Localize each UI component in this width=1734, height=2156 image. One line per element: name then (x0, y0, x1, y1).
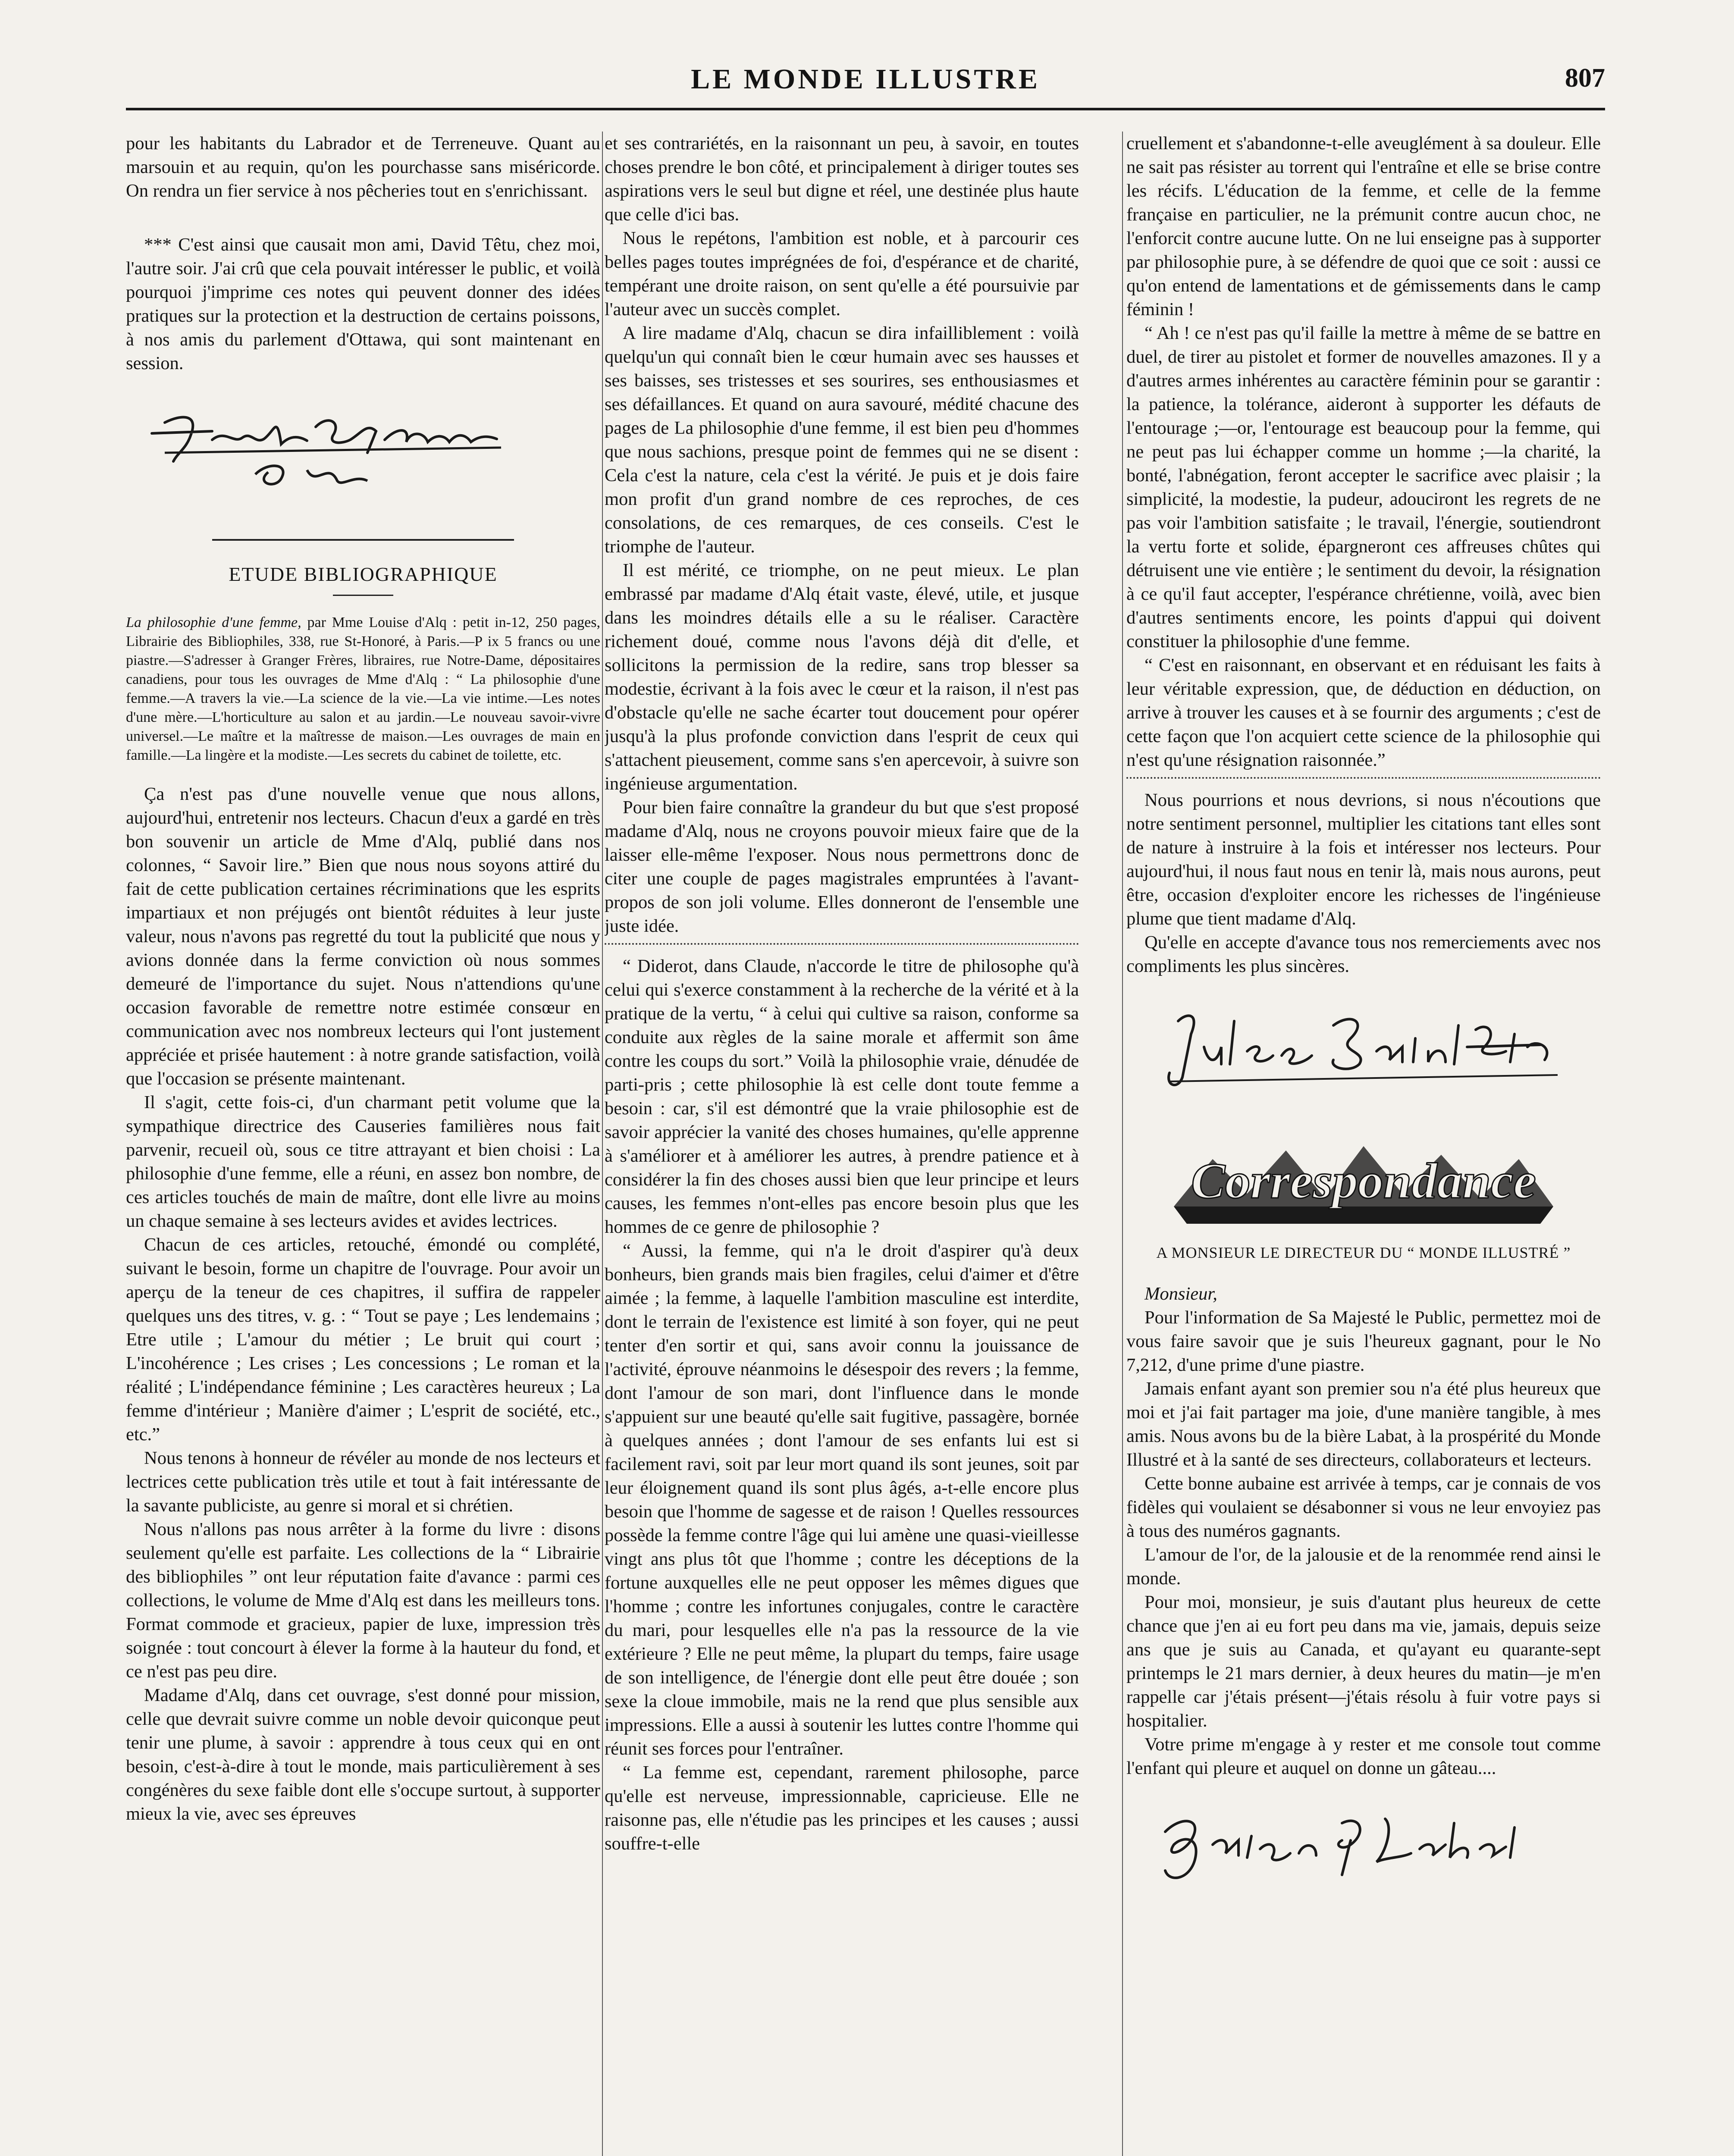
signature-faucher (126, 388, 557, 500)
column-2 (605, 132, 1079, 2156)
column-divider (1122, 132, 1123, 2156)
paragraph: “ Diderot, dans Claude, n'accorde le titre de philosophe qu'à celui qui s'exerce constamment à la recherche de la vérité et à la pratique de la vertu, “ à celui qui cultive sa raison, conforme sa conduite aux règles de la saine morale et affermit son âme contre les coups du sort.” Voilà la philosophie vraie, dénudée de parti-pris ; cette philosophie là est celle dont toute femme a besoin : car, s'il est démontré que la vraie philosophie est de savoir apprécier la vanité des choses humaines, qu'elle apprenne à s'améliorer et à améliorer les autres, à prendre patience et à considérer la fin des choses aussi bien que leur principe et leurs causes, les femmes n'ont-elles pas encore besoin plus que les hommes de ce genre de philosophie ? (605, 956, 1079, 1237)
paragraph: *** C'est ainsi que causait mon ami, David Têtu, chez moi, l'autre soir. J'ai crû que cela pouvait intéresser le public, et voilà pourquoi j'imprime ces notes qui peuvent donner des idées pratiques sur la protection et la destruction de certains poissons, à nos amis du parlement d'Ottawa, qui sont maintenant en session. (126, 235, 600, 373)
signature-labat (1126, 1793, 1536, 1892)
paragraph: Votre prime m'engage à y rester et me console tout comme l'enfant qui pleure et auquel on donne un gâteau.... (1126, 1734, 1601, 1778)
column-divider (602, 132, 603, 2156)
paragraph: Pour bien faire connaître la grandeur du but que s'est proposé madame d'Alq, nous ne croyons pouvoir mieux faire que de la laisser elle-même l'exposer. Nous nous permettrons donc de citer une couple de pages magistrales empruntées à l'avant-propos de son joli volume. Elles donneront de l'ensemble une juste idée. (605, 797, 1079, 936)
paragraph: L'amour de l'or, de la jalousie et de la renommée rend ainsi le monde. (1126, 1545, 1601, 1589)
dotted-separator (1126, 777, 1601, 779)
paragraph: Madame d'Alq, dans cet ouvrage, s'est donné pour mission, celle que devrait suivre comme un noble devoir quiconque peut tenir une plume, à savoir : apprendre à tous ceux qui en ont besoin, c'est-à-dire à tout le monde, mais particulièrement à ses congénères du sexe faible dont elle s'occupe surtout, à supporter mieux la vie, avec ses épreuves (126, 1685, 600, 1824)
section-title: ETUDE BIBLIOGRAPHIQUE (229, 563, 498, 585)
banner-text: Correspondance (1191, 1153, 1536, 1209)
salutation: Monsieur, (1145, 1284, 1217, 1304)
paragraph: “ Ah ! ce n'est pas qu'il faille la mettre à même de se battre en duel, de tirer au pistolet et former de nouvelles amazones. Il y a d'autres armes inhérentes au caractère féminin pour se garantir : la patience, la tolérance, aideront à supporter les défauts de l'entourage ;—or, l'entourage est beaucoup pour la femme, qui ne peut pas lui échapper comme un homme ;—la charité, la bonté, l'abnégation, feront accepter le sacrifice avec plaisir ; la simplicité, la modestie, la pudeur, adouciront les regrets de ne pas voir l'ambition satisfaite ; le travail, l'énergie, soutiendront la vertu forte et solide, épargneront ces affreuses chûtes qui détruisent une vie entière ; le sentiment du devoir, la résignation à ce qu'il faut accepter, l'espérance chrétienne, voilà, avec bien d'autres sentiments encore, les points d'appui qui doivent constituer la philosophie d'une femme. (1126, 323, 1601, 652)
section-rule (212, 539, 514, 541)
dotted-separator (605, 943, 1079, 945)
paragraph: Pour l'information de Sa Majesté le Public, permettez moi de vous faire savoir que je suis l'heureux gagnant, pour le No 7,212, d'une prime d'une piastre. (1126, 1307, 1601, 1375)
short-rule (333, 595, 393, 596)
biblio-details: par Mme Louise d'Alq : petit in-12, 250 pages, Librairie des Bibliophiles, 338, rue St-Honoré, à Paris.—P ix 5 francs ou une piastre.—S'adresser à Granger Frères, libraires, rue Notre-Dame, dépositaires canadiens, pour tous les ouvrages de Mme d'Alq : “ La philosophie d'une femme.—A travers la vie.—La science de la vie.—La vie intime.—Les notes d'une mère.—L'horticulture au salon et au jardin.—Le nouveau savoir-vivre universel.—Le maître et la maîtresse de maison.—Les ouvrages de main en famille.—La lingère et la modiste.—Les secrets du cabinet de toilette, etc. (126, 614, 600, 763)
paragraph: Nous pourrions et nous devrions, si nous n'écoutions que notre sentiment personnel, multiplier les citations tant elles sont de nature à instruire à la fois et intéresser nos lecteurs. Pour aujourd'hui, il nous faut nous en tenir là, mais nous aurons, peut être, occasion d'exploiter encore les richesses de l'ingénieuse plume que tient madame d'Alq. (1126, 790, 1601, 929)
paragraph: Qu'elle en accepte d'avance tous nos remerciements avec nos compliments les plus sincères. (1126, 932, 1601, 976)
page-number: 807 (1565, 63, 1605, 93)
paragraph: A lire madame d'Alq, chacun se dira infailliblement : voilà quelqu'un qui connaît bien le cœur humain avec ses hausses et ses baisses, ses tristesses et ses sourires, ses enthousiasmes et ses défaillances. Et quand on aura savouré, médité chacune des pages de La philosophie d'une femme, il est bien peu d'hommes que nous sachions, presque point de femmes qui ne se disent : Cela c'est la nature, cela c'est la vérité. Je puis et je dois faire mon profit d'un grand nombre de ces reproches, de ces consolations, de ces remarques, de ces conseils. C'est le triomphe de l'auteur. (605, 323, 1079, 557)
paragraph: cruellement et s'abandonne-t-elle aveuglément à sa douleur. Elle ne sait pas résister au torrent qui l'entraîne et elle se brise contre les récifs. L'éducation de la femme, et celle de la femme française en particulier, ne la prémunit contre aucun choc, ne l'enforcit contre aucune lutte. On ne lui enseigne pas à supporter par philosophie pure, à se défendre de quoi que ce soit : aussi ce qu'on entend de lamentations et de gémissements dans le camp féminin ! (1126, 133, 1601, 320)
paragraph: Cette bonne aubaine est arrivée à temps, car je connais de vos fidèles qui voulaient se désabonner si vous ne leur envoyiez pas à tous des numéros gagnants. (1126, 1473, 1601, 1541)
bibliographic-notice (126, 613, 600, 765)
column-3 (1126, 132, 1601, 2156)
letter-heading: A MONSIEUR LE DIRECTEUR DU “ MONDE ILLUSTRÉ ” (1156, 1244, 1571, 1261)
paragraph: Il s'agit, cette fois-ci, d'un charmant petit volume que la sympathique directrice des Causeries familières nous fait parvenir, recueil où, sous ce titre attrayant et bien choisi : La philosophie d'une femme, elle a réuni, en assez bon nombre, de ces articles touchés de main de maître, dont elle livre au moins un chaque semaine à ses lecteurs avides et avides lectrices. (126, 1092, 600, 1231)
paragraph: Nous le repétons, l'ambition est noble, et à parcourir ces belles pages toutes imprégnées de foi, d'espérance et de charité, tempérant une droite raison, on sent qu'elle a été poursuivie par l'auteur avec un succès complet. (605, 228, 1079, 320)
correspondance-banner (1161, 1133, 1566, 1232)
masthead-title: LE MONDE ILLUSTRE (691, 63, 1040, 95)
paragraph: Nous n'allons pas nous arrêter à la forme du livre : disons seulement qu'elle est parfaite. Les collections de la “ Librairie des bibliophiles ” ont leur réputation faite d'avance : parmi ces collections, le volume de Mme d'Alq est dans les meilleurs tons. Format commode et gracieux, papier de luxe, impression très soignée : tout concourt à élever la forme à la hauteur du fond, et ce n'est pas peu dire. (126, 1519, 600, 1682)
paragraph: Pour moi, monsieur, je suis d'autant plus heureux de cette chance que j'en ai eu fort peu dans ma vie, jamais, depuis seize ans que je suis au Canada, et qu'ayant eu quarante-sept printemps le 21 mars dernier, à deux heures du matin—je m'en rappelle car j'étais présent—j'étais résolu à fuir votre pays si hospitalier. (1126, 1592, 1601, 1731)
signature-saint-elme (1126, 991, 1579, 1107)
paragraph: “ C'est en raisonnant, en observant et en réduisant les faits à leur véritable expression, que, de déduction en déduction, on arrive à trouver les causes et à se fournir des arguments ; c'est de cette façon que l'on acquiert cette science de la philosophie qui n'est qu'une résignation raisonnée.” (1126, 655, 1601, 770)
paragraph: “ Aussi, la femme, qui n'a le droit d'aspirer qu'à deux bonheurs, bien grands mais bien fragiles, celui d'aimer et d'être aimée ; la femme, à laquelle l'ambition masculine est interdite, dont le terrain de l'existence est limité à son foyer, qui ne peut tenter d'en sortir et qui, sans avoir connu la jouissance de l'activité, éprouve néanmoins le désespoir des revers ; la femme, dont l'amour de son mari, dont l'influence dans le monde s'appuient sur une beauté qu'elle sait fugitive, passagère, bornée à quelques années ; dont l'amour de ses enfants lui est si facilement ravi, soit par leur mort quand ils sont jeunes, soit par leur éloignement quand ils sont plus âgés, a-t-elle encore plus besoin que l'homme de sagesse et de raison ! Quelles ressources possède la femme contre l'âge qui lui amène une quasi-vieillesse vingt ans plus tôt que l'homme ; contre les déceptions de la fortune auxquelles elle ne peut opposer les mêmes digues que l'homme ; contre les infortunes conjugales, contre le caractère du mari, pour lesquelles elle n'a pas la ressource de la vie extérieure ? Elle ne peut même, la plupart du temps, faire usage de son intelligence, de l'énergie dont elle peut être douée ; son sexe la cloue immobile, mais ne la rend que plus sensible aux impressions. Elle a aussi à soutenir les luttes contre l'homme qui réunit ses forces pour l'entraîner. (605, 1241, 1079, 1759)
book-title: La philosophie d'une femme, (126, 614, 301, 630)
column-1 (126, 132, 600, 2156)
paragraph: et ses contrariétés, en la raisonnant un peu, à savoir, en toutes choses prendre le bon côté, et principalement à diriger toutes ses aspirations vers le seul but digne et réel, une destinée plus haute que celle d'ici bas. (605, 133, 1079, 225)
paragraph: pour les habitants du Labrador et de Terreneuve. Quant au marsouin et au requin, qu'on les pourchasse sans miséricorde. On rendra un fier service à nos pêcheries tout en s'enrichissant. (126, 133, 600, 201)
paragraph: Ça n'est pas d'une nouvelle venue que nous allons, aujourd'hui, entretenir nos lecteurs. Chacun d'eux a gardé en très bon souvenir un article de Mme d'Alq, publié dans nos colonnes, “ Savoir lire.” Bien que nous nous soyons attiré du fait de cette publication certaines récriminations que les esprits impartiaux et non préjugés ont bientôt réduites à leur juste valeur, nous n'avons pas regretté du tout la publicité que nous y avions donnée dans la ferme conviction où nous sommes demeuré de l'importance du sujet. Nous n'attendions qu'une occasion favorable de remettre notre estimée consœur en communication avec nos nombreux lecteurs qui l'ont justement appréciée et prisée hautement : à notre grande satisfaction, voilà que l'occasion se présente maintenant. (126, 784, 600, 1089)
paragraph: Il est mérité, ce triomphe, on ne peut mieux. Le plan embrassé par madame d'Alq était vaste, élevé, utile, et jusque dans les moindres détails elle a su le réaliser. Caractère richement doué, comme nous l'avons déjà dit d'elle, et sollicitons la permission de la redire, sans trop blesser sa modestie, écrivant à la fois avec le cœur et la raison, il n'est pas d'obstacle qu'elle ne sache écarter tout doucement pour opérer jusqu'à la plus profonde conviction dans l'esprit de ceux qui s'attachent pieusement, comme sans s'en apercevoir, à suivre son ingénieuse argumentation. (605, 560, 1079, 794)
page-header (126, 60, 1605, 110)
paragraph: Nous tenons à honneur de révéler au monde de nos lecteurs et lectrices cette publication très utile et tout à fait intéressante de la savante publiciste, au genre si moral et si chrétien. (126, 1448, 600, 1516)
paragraph: Chacun de ces articles, retouché, émondé ou complété, suivant le besoin, forme un chapitre de l'ouvrage. Pour avoir un aperçu de la teneur de ces chapitres, il suffira de rappeler quelques uns des titres, v. g. : “ Tout se paye ; Les lendemains ; Etre utile ; L'amour du métier ; Le bruit qui court ; L'incohérence ; Les crises ; Les concessions ; Le roman et la réalité ; L'indépendance féminine ; Les caractères heureux ; La femme d'intérieur ; Manière d'aimer ; L'esprit de société, etc., etc.” (126, 1235, 600, 1445)
paragraph: Jamais enfant ayant son premier sou n'a été plus heureux que moi et j'ai fait partager ma joie, d'une manière tangible, à mes amis. Nous avons bu de la bière Labat, à la prospérité du Monde Illustré et à la santé de ses directeurs, collaborateurs et lecteurs. (1126, 1379, 1601, 1470)
paragraph: “ La femme est, cependant, rarement philosophe, parce qu'elle est nerveuse, impressionnable, capricieuse. Elle ne raisonne pas, elle n'étudie pas les principes et les causes ; aussi souffre-t-elle (605, 1762, 1079, 1854)
